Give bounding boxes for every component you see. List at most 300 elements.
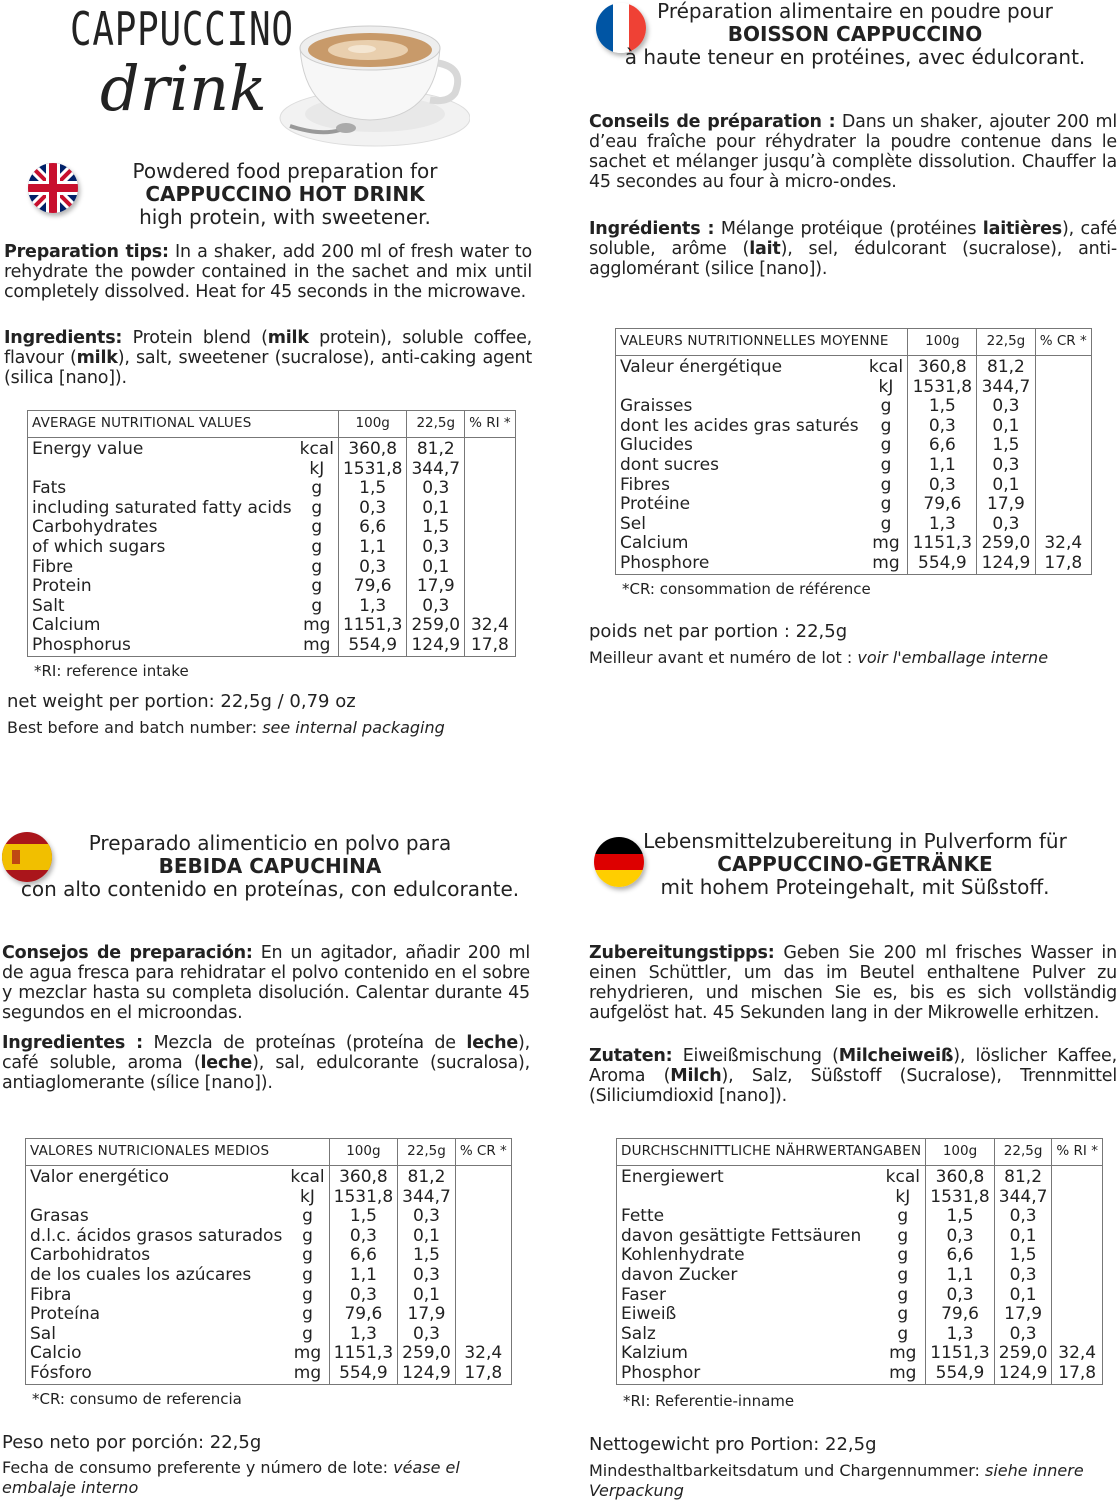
nutrient-name: Fibra [26, 1286, 287, 1306]
unit: g [296, 597, 339, 617]
value-reference [455, 1286, 511, 1306]
table-row [616, 356, 1092, 378]
de-prep-text: Geben Sie 200 ml frisches Wasser in einen Schüttler, um das im Beutel enthaltene Pulver zu rehydrieren, und mischen Sie es, bis es sich vollständig aufgelöst hat. 45 Sekunden lang in der Mikrowelle erhitzen. [589, 943, 1117, 1023]
value-reference [1035, 436, 1091, 456]
de-ing-text: ), löslicher Kaffee, Aroma ( [589, 1046, 1117, 1086]
de-ing-allergen: Milcheiweiß [838, 1046, 954, 1066]
fr-best-before-label: Meilleur avant et numéro de lot : [589, 648, 853, 667]
fr-prep-text: Dans un shaker, ajouter 200 ml d’eau fraîche pour réhydrater la poudre contenue dans le sachet et mélanger jusqu’à complète dissolution. Chauffer la 45 secondes au four à micro-ondes. [589, 112, 1117, 192]
fr-ing-allergen: lait [749, 239, 781, 259]
unit: g [865, 397, 908, 417]
de-prep-label: Zubereitungstipps: [589, 943, 775, 963]
table-row [617, 1344, 1103, 1364]
value-reference: 32,4 [1052, 1344, 1103, 1364]
nutrient-name: Valeur énergétique [616, 356, 865, 378]
table-row [617, 1188, 1103, 1208]
value-reference [455, 1325, 511, 1345]
value-portion: 0,1 [398, 1227, 456, 1247]
unit: mg [880, 1344, 925, 1364]
nutrient-name: Phosphorus [28, 636, 296, 656]
table-row [28, 636, 516, 656]
value-portion: 0,3 [994, 1266, 1052, 1286]
es-ing-text: ), café soluble, aroma ( [2, 1033, 530, 1073]
nutrient-name [28, 460, 296, 480]
table-row [26, 1266, 512, 1286]
table-row [617, 1266, 1103, 1286]
value-100g: 360,8 [338, 438, 406, 460]
es-ing-text: Mezcla de proteínas (proteína de [153, 1033, 456, 1053]
value-100g: 1,3 [908, 515, 977, 535]
value-portion: 0,3 [977, 456, 1035, 476]
fr-best-before [589, 648, 1119, 668]
en-footnote: *RI: reference intake [34, 662, 189, 680]
unit: g [865, 436, 908, 456]
table-header-cell: 22,5g [977, 329, 1035, 356]
table-header-cell: DURCHSCHNITTLICHE NÄHRWERTANGABEN [617, 1139, 926, 1166]
fr-ingredients [589, 219, 1117, 279]
value-reference [465, 438, 516, 460]
nutrient-name: dont les acides gras saturés [616, 417, 865, 437]
value-portion: 0,1 [407, 499, 465, 519]
en-ing-text: protein), soluble coffee, flavour ( [4, 328, 532, 368]
unit: g [286, 1305, 329, 1325]
table-row [617, 1286, 1103, 1306]
value-100g: 360,8 [926, 1166, 994, 1188]
value-portion: 259,0 [994, 1344, 1052, 1364]
de-title-product: CAPPUCCINO-GETRÄNKE [717, 852, 993, 876]
nutrient-name: Sel [616, 515, 865, 535]
value-reference [1052, 1246, 1103, 1266]
value-100g: 6,6 [329, 1246, 397, 1266]
value-reference [455, 1246, 511, 1266]
value-portion: 124,9 [407, 636, 465, 656]
value-portion: 0,1 [398, 1286, 456, 1306]
value-reference [1035, 397, 1091, 417]
value-portion: 0,3 [994, 1325, 1052, 1345]
de-net-weight: Nettogewicht pro Portion: 22,5g [589, 1434, 877, 1455]
nutrient-name: Fette [617, 1207, 881, 1227]
table-row [616, 417, 1092, 437]
en-net-weight: net weight per portion: 22,5g / 0,79 oz [7, 691, 356, 712]
es-nutrition-table [25, 1138, 512, 1385]
table-header-cell: % RI * [1052, 1139, 1103, 1166]
en-prep-text: In a shaker, add 200 ml of fresh water to rehydrate the powder contained in the sachet and mix until completely dissolved. Heat for 45 seconds in the microwave. [4, 242, 532, 302]
nutrient-name [617, 1188, 881, 1208]
table-row [26, 1227, 512, 1247]
de-ing-text: Eiweißmischung ( [682, 1046, 839, 1066]
value-reference: 17,8 [1052, 1364, 1103, 1384]
unit: kJ [286, 1188, 329, 1208]
es-best-before [2, 1458, 472, 1498]
table-header-cell: 100g [908, 329, 977, 356]
es-title-line3: con alto contenido en proteínas, con edulcorante. [20, 877, 520, 901]
de-best-before-label: Mindesthaltbarkeitsdatum und Chargennummer: [589, 1461, 980, 1480]
de-best-before-value: siehe innere Verpackung [589, 1461, 1084, 1500]
value-100g: 1,1 [926, 1266, 994, 1286]
value-100g: 1531,8 [908, 378, 977, 398]
unit: kcal [286, 1166, 329, 1188]
value-portion: 0,1 [994, 1286, 1052, 1306]
value-reference [1052, 1207, 1103, 1227]
fr-title-line1: Préparation alimentaire en poudre pour [657, 0, 1053, 23]
value-portion: 344,7 [398, 1188, 456, 1208]
value-reference [1035, 378, 1091, 398]
value-portion: 1,5 [977, 436, 1035, 456]
unit: mg [865, 534, 908, 554]
value-portion: 0,3 [977, 397, 1035, 417]
de-ing-label: Zutaten: [589, 1046, 673, 1066]
en-title-block [40, 160, 530, 229]
en-title-line1: Powdered food preparation for [132, 159, 438, 183]
value-portion: 0,3 [398, 1325, 456, 1345]
table-row [28, 479, 516, 499]
nutrient-name: dont sucres [616, 456, 865, 476]
unit: g [286, 1207, 329, 1227]
value-reference [1052, 1305, 1103, 1325]
nutrient-name: Fibres [616, 476, 865, 496]
table-header-row [616, 329, 1092, 356]
unit: g [296, 577, 339, 597]
value-100g: 1,1 [338, 538, 406, 558]
unit: mg [286, 1364, 329, 1384]
table-row [616, 397, 1092, 417]
value-portion: 344,7 [407, 460, 465, 480]
table-row [26, 1325, 512, 1345]
value-100g: 0,3 [329, 1286, 397, 1306]
nutrient-name: Kohlenhydrate [617, 1246, 881, 1266]
de-nutrition-table [616, 1138, 1103, 1385]
value-portion: 0,3 [407, 479, 465, 499]
nutrient-name: Calcium [616, 534, 865, 554]
es-title-line1: Preparado alimenticio en polvo para [88, 831, 452, 855]
de-ing-text: ), Salz, Süßstoff (Sucralose), Trennmittel (Siliciumdioxid [nano]). [589, 1066, 1118, 1106]
value-portion: 0,3 [407, 538, 465, 558]
table-row [28, 438, 516, 460]
nutrient-name: Phosphore [616, 554, 865, 574]
value-portion: 0,1 [407, 558, 465, 578]
nutrient-name: Carbohydrates [28, 518, 296, 538]
unit: kcal [296, 438, 339, 460]
en-best-before-value: see internal packaging [262, 718, 445, 737]
value-100g: 6,6 [926, 1246, 994, 1266]
unit: mg [286, 1344, 329, 1364]
value-reference [465, 597, 516, 617]
nutrient-name: Sal [26, 1325, 287, 1345]
value-portion: 81,2 [994, 1166, 1052, 1188]
nutrient-name: Salz [617, 1325, 881, 1345]
table-row [28, 597, 516, 617]
value-100g: 79,6 [329, 1305, 397, 1325]
value-reference [465, 460, 516, 480]
value-portion: 81,2 [977, 356, 1035, 378]
nutrient-name: Calcium [28, 616, 296, 636]
unit: g [880, 1286, 925, 1306]
es-ingredients [2, 1033, 530, 1093]
value-portion: 1,5 [407, 518, 465, 538]
table-row [617, 1246, 1103, 1266]
value-100g: 554,9 [908, 554, 977, 574]
value-reference [1035, 515, 1091, 535]
table-row [26, 1188, 512, 1208]
value-reference [455, 1305, 511, 1325]
value-100g: 1,3 [329, 1325, 397, 1345]
fr-ing-text: Mélange protéique (protéines [720, 219, 977, 239]
table-header-cell: 22,5g [407, 411, 465, 438]
unit: kcal [865, 356, 908, 378]
value-reference [1035, 456, 1091, 476]
nutrient-name: davon gesättigte Fettsäuren [617, 1227, 881, 1247]
de-best-before [589, 1461, 1089, 1501]
de-ingredients [589, 1046, 1117, 1106]
value-100g: 1,5 [908, 397, 977, 417]
value-100g: 360,8 [908, 356, 977, 378]
value-reference [1035, 356, 1091, 378]
unit: g [296, 518, 339, 538]
es-title-block [20, 832, 520, 901]
en-title-product: CAPPUCCINO HOT DRINK [145, 182, 425, 206]
es-net-weight: Peso neto por porción: 22,5g [2, 1432, 262, 1453]
value-100g: 1,5 [338, 479, 406, 499]
nutrient-name: davon Zucker [617, 1266, 881, 1286]
table-header-cell: 100g [926, 1139, 994, 1166]
unit: g [286, 1227, 329, 1247]
table-header-cell: 22,5g [398, 1139, 456, 1166]
value-100g: 1,3 [926, 1325, 994, 1345]
table-row [28, 518, 516, 538]
value-portion: 344,7 [977, 378, 1035, 398]
nutrient-name: Graisses [616, 397, 865, 417]
value-reference [1035, 476, 1091, 496]
value-100g: 1,5 [329, 1207, 397, 1227]
value-100g: 1531,8 [329, 1188, 397, 1208]
value-100g: 554,9 [329, 1364, 397, 1384]
logo-title: CAPPUCCINO [70, 2, 294, 56]
de-footnote: *RI: Referentie-inname [623, 1392, 795, 1410]
value-reference [1052, 1286, 1103, 1306]
table-row [616, 378, 1092, 398]
value-100g: 6,6 [908, 436, 977, 456]
value-portion: 0,3 [398, 1266, 456, 1286]
value-reference [455, 1166, 511, 1188]
nutrient-name: Phosphor [617, 1364, 881, 1384]
unit: g [880, 1227, 925, 1247]
unit: mg [296, 616, 339, 636]
value-100g: 0,3 [908, 476, 977, 496]
de-title-line1: Lebensmittelzubereitung in Pulverform für [643, 829, 1067, 853]
value-100g: 1,3 [338, 597, 406, 617]
value-portion: 0,3 [407, 597, 465, 617]
table-row [617, 1207, 1103, 1227]
fr-prep-label: Conseils de préparation : [589, 112, 836, 132]
table-row [26, 1166, 512, 1188]
value-portion: 259,0 [398, 1344, 456, 1364]
table-header-cell: 100g [329, 1139, 397, 1166]
en-title-line3: high protein, with sweetener. [139, 205, 431, 229]
nutrient-name: Carbohidratos [26, 1246, 287, 1266]
fr-ing-allergen: laitières [982, 219, 1062, 239]
table-row [616, 554, 1092, 574]
es-ing-allergen: leche [466, 1033, 518, 1053]
value-portion: 1,5 [398, 1246, 456, 1266]
nutrient-name: Protéine [616, 495, 865, 515]
nutrient-name: Proteína [26, 1305, 287, 1325]
unit: g [286, 1246, 329, 1266]
value-100g: 1531,8 [338, 460, 406, 480]
fr-ing-label: Ingrédients : [589, 219, 715, 239]
value-100g: 1,1 [908, 456, 977, 476]
nutrient-name: Salt [28, 597, 296, 617]
unit: g [865, 456, 908, 476]
value-reference: 32,4 [465, 616, 516, 636]
unit: g [286, 1286, 329, 1306]
unit: g [286, 1325, 329, 1345]
table-header-cell: 100g [338, 411, 406, 438]
table-row [617, 1227, 1103, 1247]
nutrient-name: Kalzium [617, 1344, 881, 1364]
value-reference [465, 499, 516, 519]
fr-title-line3: à haute teneur en protéines, avec édulcorant. [624, 45, 1086, 69]
value-reference [455, 1266, 511, 1286]
table-header-row [28, 411, 516, 438]
es-best-before-value: véase el embalaje interno [2, 1458, 460, 1497]
value-portion: 124,9 [977, 554, 1035, 574]
table-row [28, 616, 516, 636]
table-header-row [617, 1139, 1103, 1166]
value-reference [1052, 1227, 1103, 1247]
table-row [26, 1344, 512, 1364]
value-portion: 0,1 [977, 417, 1035, 437]
unit: g [296, 479, 339, 499]
value-100g: 0,3 [908, 417, 977, 437]
table-row [28, 460, 516, 480]
unit: g [865, 476, 908, 496]
table-row [616, 436, 1092, 456]
value-reference [455, 1188, 511, 1208]
fr-net-weight: poids net par portion : 22,5g [589, 621, 848, 642]
fr-ing-text: ), café soluble, arôme ( [589, 219, 1117, 259]
fr-best-before-value: voir l'emballage interne [857, 648, 1049, 667]
fr-nutrition-table [615, 328, 1092, 575]
es-prep-label: Consejos de preparación: [2, 943, 253, 963]
es-ing-allergen: leche [200, 1053, 253, 1073]
nutrient-name: d.l.c. ácidos grasos saturados [26, 1227, 287, 1247]
nutrient-name: Fats [28, 479, 296, 499]
en-preparation [4, 242, 532, 302]
value-100g: 0,3 [338, 558, 406, 578]
value-reference: 32,4 [455, 1344, 511, 1364]
table-header-row [26, 1139, 512, 1166]
value-100g: 554,9 [338, 636, 406, 656]
fr-title-product: BOISSON CAPPUCCINO [727, 22, 983, 46]
en-ingredients [4, 328, 532, 388]
value-portion: 17,9 [977, 495, 1035, 515]
value-portion: 124,9 [994, 1364, 1052, 1384]
de-preparation [589, 943, 1117, 1023]
value-portion: 81,2 [398, 1166, 456, 1188]
value-reference [455, 1207, 511, 1227]
nutrient-name: de los cuales los azúcares [26, 1266, 287, 1286]
fr-footnote: *CR: consommation de référence [622, 580, 871, 598]
value-reference: 17,8 [455, 1364, 511, 1384]
table-row [616, 534, 1092, 554]
unit: kcal [880, 1166, 925, 1188]
unit: mg [865, 554, 908, 574]
value-100g: 554,9 [926, 1364, 994, 1384]
unit: kJ [296, 460, 339, 480]
table-row [617, 1166, 1103, 1188]
en-best-before [7, 718, 537, 738]
value-portion: 0,3 [977, 515, 1035, 535]
value-100g: 0,3 [926, 1286, 994, 1306]
nutrient-name: Eiweiß [617, 1305, 881, 1325]
es-title-product: BEBIDA CAPUCHINA [158, 854, 382, 878]
table-row [617, 1325, 1103, 1345]
fr-title-block [600, 0, 1110, 69]
fr-ing-text: ), sel, édulcorant (sucralose), anti-agglomérant (silice [nano]). [589, 239, 1117, 279]
value-portion: 259,0 [977, 534, 1035, 554]
value-portion: 81,2 [407, 438, 465, 460]
value-reference: 17,8 [1035, 554, 1091, 574]
table-row [26, 1364, 512, 1384]
unit: g [296, 558, 339, 578]
nutrient-name: including saturated fatty acids [28, 499, 296, 519]
nutrient-name: Energiewert [617, 1166, 881, 1188]
value-reference: 32,4 [1035, 534, 1091, 554]
table-row [26, 1305, 512, 1325]
table-header-cell: AVERAGE NUTRITIONAL VALUES [28, 411, 339, 438]
value-reference [1052, 1325, 1103, 1345]
table-row [28, 558, 516, 578]
nutrient-name: Calcio [26, 1344, 287, 1364]
es-footnote: *CR: consumo de referencia [32, 1390, 242, 1408]
value-portion: 259,0 [407, 616, 465, 636]
value-portion: 0,1 [977, 476, 1035, 496]
value-100g: 0,3 [926, 1227, 994, 1247]
table-header-cell: % CR * [455, 1139, 511, 1166]
nutrient-name [616, 378, 865, 398]
table-row [617, 1364, 1103, 1384]
unit: g [880, 1246, 925, 1266]
coffee-cup-icon [270, 8, 470, 150]
table-row [26, 1246, 512, 1266]
value-reference [1035, 495, 1091, 515]
value-100g: 1151,3 [329, 1344, 397, 1364]
de-title-block [600, 830, 1110, 899]
value-portion: 17,9 [398, 1305, 456, 1325]
en-ing-text: Protein blend ( [132, 328, 268, 348]
nutrient-name: Protein [28, 577, 296, 597]
value-100g: 1151,3 [926, 1344, 994, 1364]
table-row [616, 495, 1092, 515]
table-row [616, 476, 1092, 496]
value-100g: 1151,3 [338, 616, 406, 636]
nutrient-name: Fósforo [26, 1364, 287, 1384]
unit: kJ [880, 1188, 925, 1208]
value-portion: 1,5 [994, 1246, 1052, 1266]
value-100g: 79,6 [908, 495, 977, 515]
value-100g: 6,6 [338, 518, 406, 538]
value-100g: 79,6 [338, 577, 406, 597]
unit: g [286, 1266, 329, 1286]
value-100g: 360,8 [329, 1166, 397, 1188]
value-reference [1052, 1188, 1103, 1208]
es-preparation [2, 943, 530, 1023]
value-portion: 0,1 [994, 1227, 1052, 1247]
es-best-before-label: Fecha de consumo preferente y número de lote: [2, 1458, 389, 1477]
value-portion: 17,9 [994, 1305, 1052, 1325]
table-row [28, 499, 516, 519]
nutrient-name: of which sugars [28, 538, 296, 558]
